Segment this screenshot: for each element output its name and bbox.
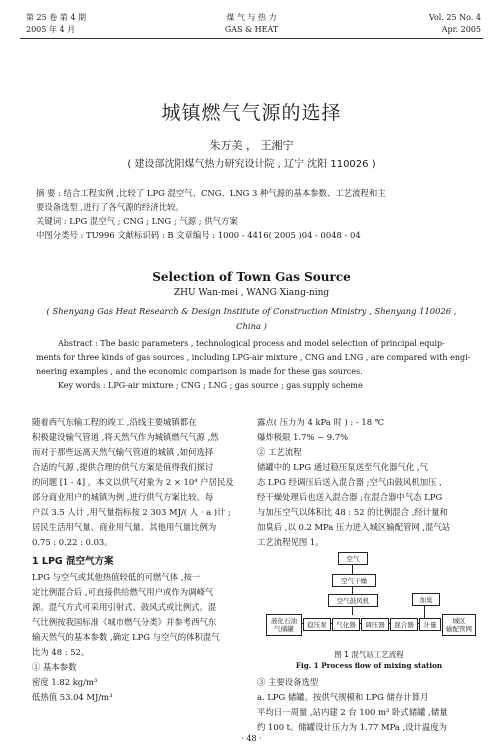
box-mixer: 混合器	[390, 618, 418, 631]
right-bottom-line-1: a. LPG 储罐。按供气规模和 LPG 储存计算月	[257, 692, 429, 702]
box-network: 城区 输配管网	[442, 614, 476, 636]
intro-line-2: 积极建设输气管道 ,将天然气作为城镇燃气气源 ,然	[32, 432, 219, 442]
affiliation-cn: ( 建设部沈阳煤气热力研究设计院 , 辽宁 沈阳 110026 )	[127, 159, 376, 170]
box-vaporizer: 气化器	[332, 618, 360, 631]
authors-en: ZHU Wan-mei , WANG Xiang-ning	[173, 288, 330, 298]
abstract-cn-line2: 要设备选型 ,进行了各气源的经济比较。	[36, 202, 184, 212]
abstract-en-line3: neering examples , and the economic comparison is made for these gas sources.	[36, 367, 363, 376]
flow-line-blower-mixer	[352, 606, 353, 615]
affiliation-en-line1: ( Shenyang Gas Heat Research & Design Institute of Construction Ministry , Shenyang 110026 ,	[46, 306, 457, 316]
intro-line-7: 户以 3.5 人计 ,用气量指标按 2 303 MJ/( 人 · a )计 ;	[32, 507, 231, 517]
section1-line-6: 比为 48 : 52。	[32, 647, 90, 657]
box-air: 空气	[338, 552, 368, 565]
right-bottom-line-3: 约 100 t。储罐设计压力为 1.77 MPa ,设计温度为	[257, 722, 448, 732]
intro-line-1: 随着西气东输工程的竣工 ,沿线主要城镇都在	[32, 417, 197, 427]
box-blower: 空气鼓风机	[328, 594, 378, 607]
authors-cn: 朱万美 ， 王湘宁	[209, 139, 294, 152]
figure-caption-cn: 图 1 混气站工艺流程	[334, 650, 404, 659]
title-en: Selection of Town Gas Source	[152, 270, 351, 284]
abstract-en-line1: Abstract : The basic parameters , technological process and model selection of principal equip-	[58, 339, 445, 348]
section1-line-4: 气比例按我国标准《城市燃气分类》并参考西气东	[32, 617, 217, 627]
right-line-5: 态 LPG 经调压后送入混合器 ;空气由鼓风机加压 ,	[257, 477, 442, 487]
right-line-7: 与加压空气以体积比 48 : 52 的比例混合 ,经计量和	[257, 507, 448, 517]
box-meter: 计量	[419, 618, 441, 631]
right-bottom-line-2: 平均日一周量 ,站内建 2 台 100 m³ 卧式储罐 ,储量	[257, 707, 448, 717]
intro-line-8: 居民生活用气量、商业用气量、其他用气量比例为	[32, 522, 217, 532]
section1-line-5: 输天然气的基本参数 ,确定 LPG 与空气的体积混气	[32, 632, 220, 642]
title-cn: 城镇燃气气源的选择	[161, 102, 342, 124]
right-line-4: 储罐中的 LPG 通过稳压泵送至气化器气化 ,气	[257, 462, 428, 472]
section1-line-1: LPG 与空气或其他热值较低的可燃气体 ,按一	[32, 572, 201, 582]
low-heat-param: 低热值 53.04 MJ/m³	[32, 692, 113, 702]
journal-name: 煤 气 与 热 力	[226, 13, 277, 22]
journal-date-en: Apr. 2005	[441, 25, 481, 34]
section1-heading: 1 LPG 混空气方案	[32, 556, 114, 567]
intro-line-6: 部分商业用户的城镇为例 ,进行供气方案比较。每	[32, 492, 214, 502]
right-line-8: 加臭后 ,以 0.2 MPa 压力进入城区输配管网 ,混气站	[257, 522, 451, 532]
keywords-cn: 关键词 : LPG 混空气 ; CNG ; LNG ; 气源 ; 供气方案	[36, 216, 238, 226]
box-dryer: 空气干燥	[332, 574, 376, 587]
right-line-2: 爆炸极限 1.7% ~ 9.7%	[257, 432, 349, 442]
classification: 中图分类号 : TU996 文献标识码 : B 文章编号 : 1000 - 4416( 2005 )04 - 0048 - 04	[36, 230, 361, 240]
journal-volume-en: Vol. 25 No. 4	[428, 13, 481, 22]
abstract-cn-line1: 摘 要 : 结合工程实例 ,比较了 LPG 混空气、CNG、LNG 3 种气源的基本参数、工艺流程和主	[36, 188, 386, 198]
intro-line-5: 的问题 [1 - 4] 。本文以供气对象为 2 × 10⁴ 户居民及	[32, 477, 234, 487]
page-number: · 48 ·	[241, 734, 262, 743]
affiliation-en-line2: China )	[236, 321, 267, 331]
intro-line-3: 而对于那些远离天然气输气管道的城镇 ,如何选择	[32, 447, 214, 457]
intro-line-9: 0.75 : 0.22 : 0.03。	[32, 537, 113, 547]
basic-params-heading: ① 基本参数	[32, 662, 77, 672]
density-param: 密度 1.82 kg/m³	[32, 677, 98, 687]
journal-volume: 第 25 卷 第 4 期	[26, 13, 86, 22]
keywords-en: Key words : LPG-air mixture ; CNG ; LNG ; gas source ; gas supply scheme	[58, 381, 363, 390]
box-tank: 液化石油 气储罐	[266, 614, 302, 636]
process-flow-diagram	[266, 552, 476, 644]
box-regulator: 调压器	[361, 618, 389, 631]
right-line-9: 工艺流程见图 1。	[257, 537, 324, 547]
right-line-3: ② 工艺流程	[257, 447, 302, 457]
abstract-en-line2: ments for three kinds of gas sources , including LPG-air mixture , CNG and LNG , are compared with engi-	[36, 353, 471, 362]
box-pump: 稳压泵	[303, 618, 331, 631]
section3-heading: ③ 主要设备选型	[257, 677, 319, 687]
box-odor: 加臭	[412, 593, 440, 606]
figure-caption-en: Fig. 1 Process flow of mixing station	[295, 661, 443, 670]
section1-line-3: 源。混气方式可采用引射式、鼓风式或比例式。混	[32, 602, 217, 612]
right-line-1: 露点( 压力为 4 kPa 时 ) : - 18 ℃	[257, 417, 385, 427]
section1-line-2: 定比例混合后 ,可直接供给燃气用户或作为调峰气	[32, 587, 214, 597]
journal-date: 2005 年 4 月	[26, 25, 76, 34]
intro-line-4: 合适的气源 ,提供合理的供气方案是值得我们探讨	[32, 462, 214, 472]
journal-name-en: GAS & HEAT	[224, 25, 279, 34]
header-rule	[20, 38, 483, 39]
right-line-6: 经干燥处理后也送入混合器 ;在混合器中气态 LPG	[257, 492, 443, 502]
